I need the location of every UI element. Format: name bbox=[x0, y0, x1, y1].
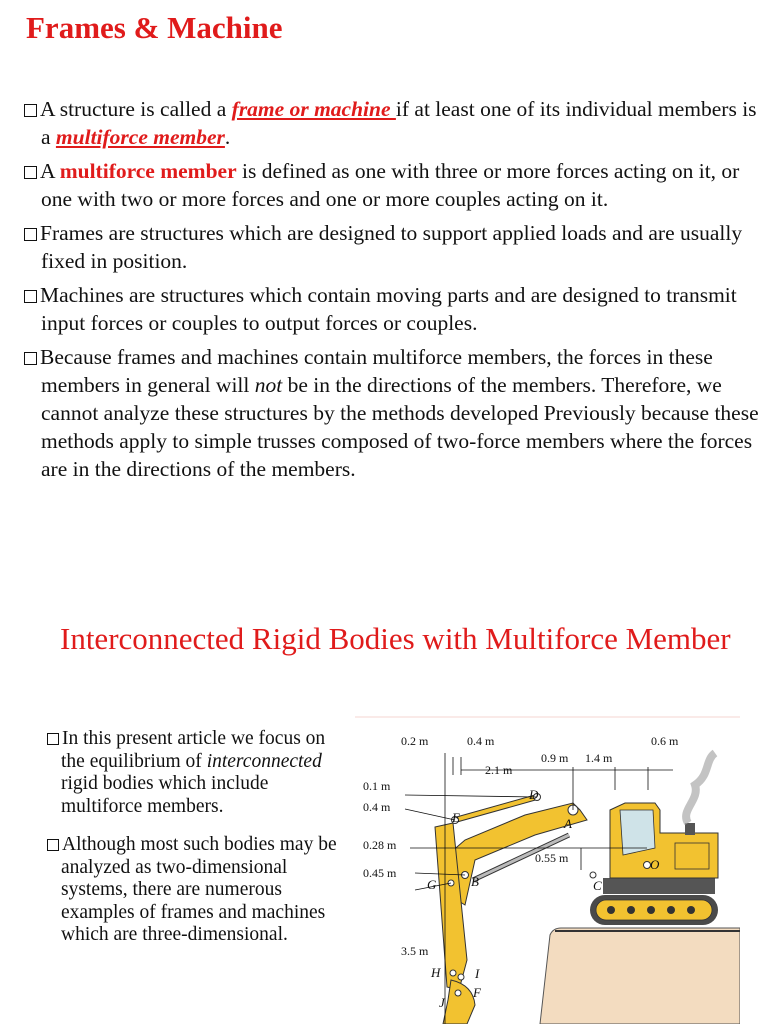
dim-label: 2.1 m bbox=[485, 763, 513, 777]
bullet-text: Because frames and machines contain multiforce members, the forces in these members in general will bbox=[40, 345, 713, 397]
checkbox-bullet-icon bbox=[24, 228, 37, 241]
checkbox-bullet-icon bbox=[24, 166, 37, 179]
point-label: I bbox=[475, 966, 480, 981]
point-label: C bbox=[593, 878, 602, 893]
point-label: D bbox=[529, 787, 539, 802]
turntable bbox=[603, 878, 715, 894]
checkbox-bullet-icon bbox=[24, 352, 37, 365]
point-label: A bbox=[564, 816, 572, 831]
dim-label: 0.55 m bbox=[535, 851, 569, 865]
bullet-item bbox=[24, 343, 764, 483]
point-label: J bbox=[439, 995, 445, 1010]
dim-label: 1.4 m bbox=[585, 751, 613, 765]
bullet-text: is defined as one with three or more forces acting on it, or one with two or more forces and one or more couples acting on it. bbox=[41, 159, 740, 211]
dim-label: 0.1 m bbox=[363, 779, 391, 793]
bullet-item bbox=[24, 95, 764, 151]
bullet-text: In this present article we focus on the equilibrium of bbox=[61, 728, 326, 772]
bullet-text: be in the directions of the members. Therefore, we cannot analyze these structures by the methods developed Previously because these methods apply to simple trusses composed of two-force members where the forces are in the directions of the members. bbox=[41, 373, 759, 481]
checkbox-bullet-icon bbox=[24, 290, 37, 303]
bullet-item bbox=[24, 157, 764, 213]
bullet-text: if at least one of its individual members is a bbox=[41, 97, 757, 149]
bullet-text: not bbox=[254, 373, 283, 397]
dim-label: 0.9 m bbox=[541, 751, 569, 765]
bullet-list-secondary bbox=[47, 728, 347, 963]
checkbox-bullet-icon bbox=[47, 733, 59, 745]
bullet-text: interconnected bbox=[206, 750, 322, 772]
bullet-text: rigid bodies which include multiforce members. bbox=[61, 773, 269, 817]
exhaust-pipe bbox=[685, 823, 695, 835]
bullet-item bbox=[24, 281, 764, 337]
bullet-text: Frames are structures which are designed to support applied loads and are usually fixed in position. bbox=[40, 221, 743, 273]
bullet-text: Although most such bodies may be analyzed as two-dimensional systems, there are numerous examples of frames and machines which are three-dimensional. bbox=[61, 834, 337, 945]
bullet-item bbox=[47, 728, 347, 818]
dim-label: 3.5 m bbox=[401, 944, 429, 958]
bullet-text: A bbox=[40, 159, 60, 183]
bullet-text: frame or machine bbox=[231, 97, 396, 121]
checkbox-bullet-icon bbox=[47, 839, 59, 851]
slide-title: Frames & Machine bbox=[26, 10, 283, 45]
bullet-text: Machines are structures which contain moving parts and are designed to transmit input forces or couples to output forces or couples. bbox=[40, 283, 737, 335]
excavator-figure bbox=[355, 715, 740, 1024]
bullet-item bbox=[47, 834, 347, 947]
point-label: G bbox=[427, 877, 437, 892]
dim-label: 0.6 m bbox=[651, 734, 679, 748]
dim-label: 0.28 m bbox=[363, 838, 397, 852]
excavator-diagram bbox=[355, 715, 740, 1024]
bullet-text: . bbox=[224, 125, 231, 149]
exhaust-smoke bbox=[686, 753, 715, 823]
point-label: F bbox=[473, 985, 481, 1000]
dim-label: 0.4 m bbox=[467, 734, 495, 748]
point-label: H bbox=[431, 965, 441, 980]
dim-label: 0.2 m bbox=[401, 734, 429, 748]
point-label: O bbox=[650, 857, 660, 872]
checkbox-bullet-icon bbox=[24, 104, 37, 117]
point-label: B bbox=[471, 874, 479, 889]
ground-block bbox=[540, 928, 740, 1024]
bullet-item bbox=[24, 219, 764, 275]
bullet-list bbox=[24, 95, 764, 489]
bullet-text: multiforce member bbox=[55, 125, 225, 149]
dim-label: 0.45 m bbox=[363, 866, 397, 880]
point-label: E bbox=[452, 810, 460, 825]
section-subtitle: Interconnected Rigid Bodies with Multiforce Member bbox=[60, 621, 731, 656]
bullet-text: A structure is called a bbox=[40, 97, 232, 121]
dim-label: 0.4 m bbox=[363, 800, 391, 814]
bullet-text: multiforce member bbox=[59, 159, 237, 183]
